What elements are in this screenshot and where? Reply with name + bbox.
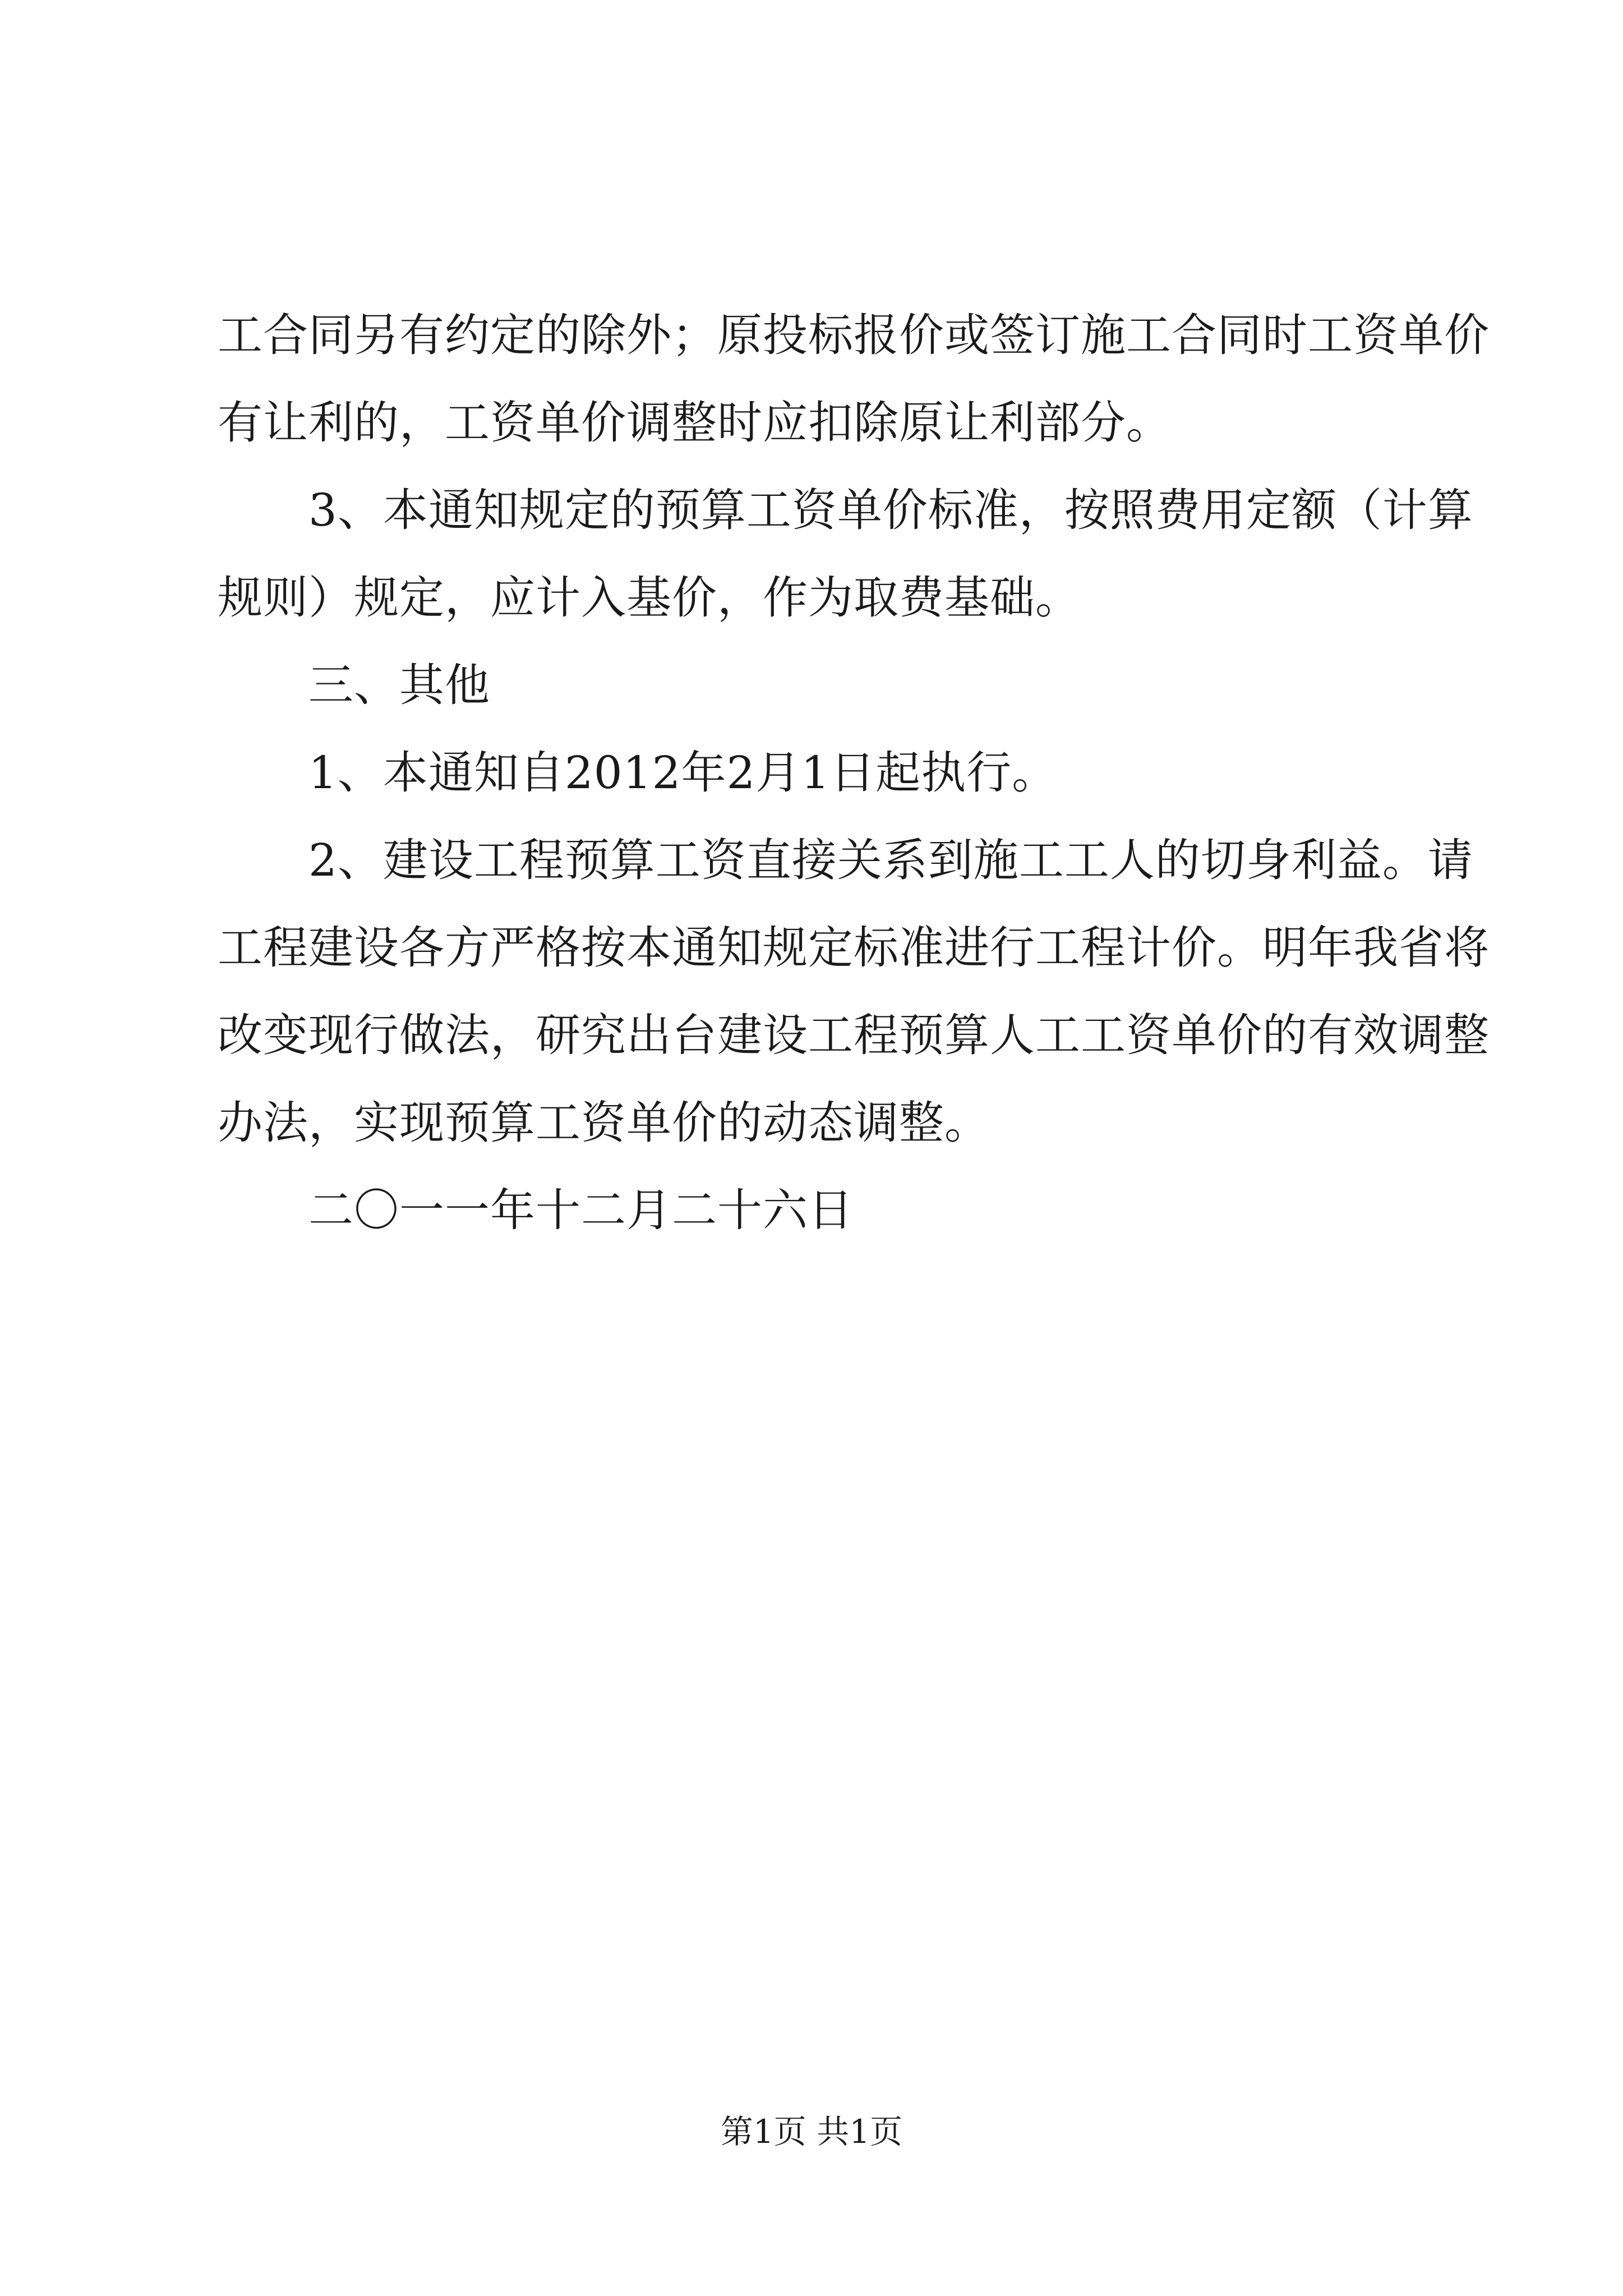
section-heading: 三、其他 [308, 659, 490, 711]
paragraph-line: 2、建设工程预算工资直接关系到施工工人的切身利益。请 [308, 834, 1473, 886]
paragraph-line: 办法，实现预算工资单价的动态调整。 [218, 1097, 990, 1149]
paragraph-line: 1、本通知自2012年2月1日起执行。 [308, 747, 1058, 799]
paragraph-line: 规则）规定，应计入基价，作为取费基础。 [218, 572, 1081, 624]
paragraph-line: 改变现行做法，研究出台建设工程预算人工工资单价的有效调整 [218, 1009, 1490, 1061]
document-date: 二〇一一年十二月二十六日 [308, 1184, 854, 1236]
paragraph-line: 有让利的，工资单价调整时应扣除原让利部分。 [218, 397, 1172, 449]
paragraph-line: 3、本通知规定的预算工资单价标准，按照费用定额（计算 [308, 484, 1473, 536]
document-body [218, 292, 1490, 1254]
page-footer: 第1页 共1页 [720, 2113, 903, 2151]
paragraph-line: 工合同另有约定的除外；原投标报价或签订施工合同时工资单价 [218, 309, 1490, 361]
paragraph-line: 工程建设各方严格按本通知规定标准进行工程计价。明年我省将 [218, 922, 1490, 974]
